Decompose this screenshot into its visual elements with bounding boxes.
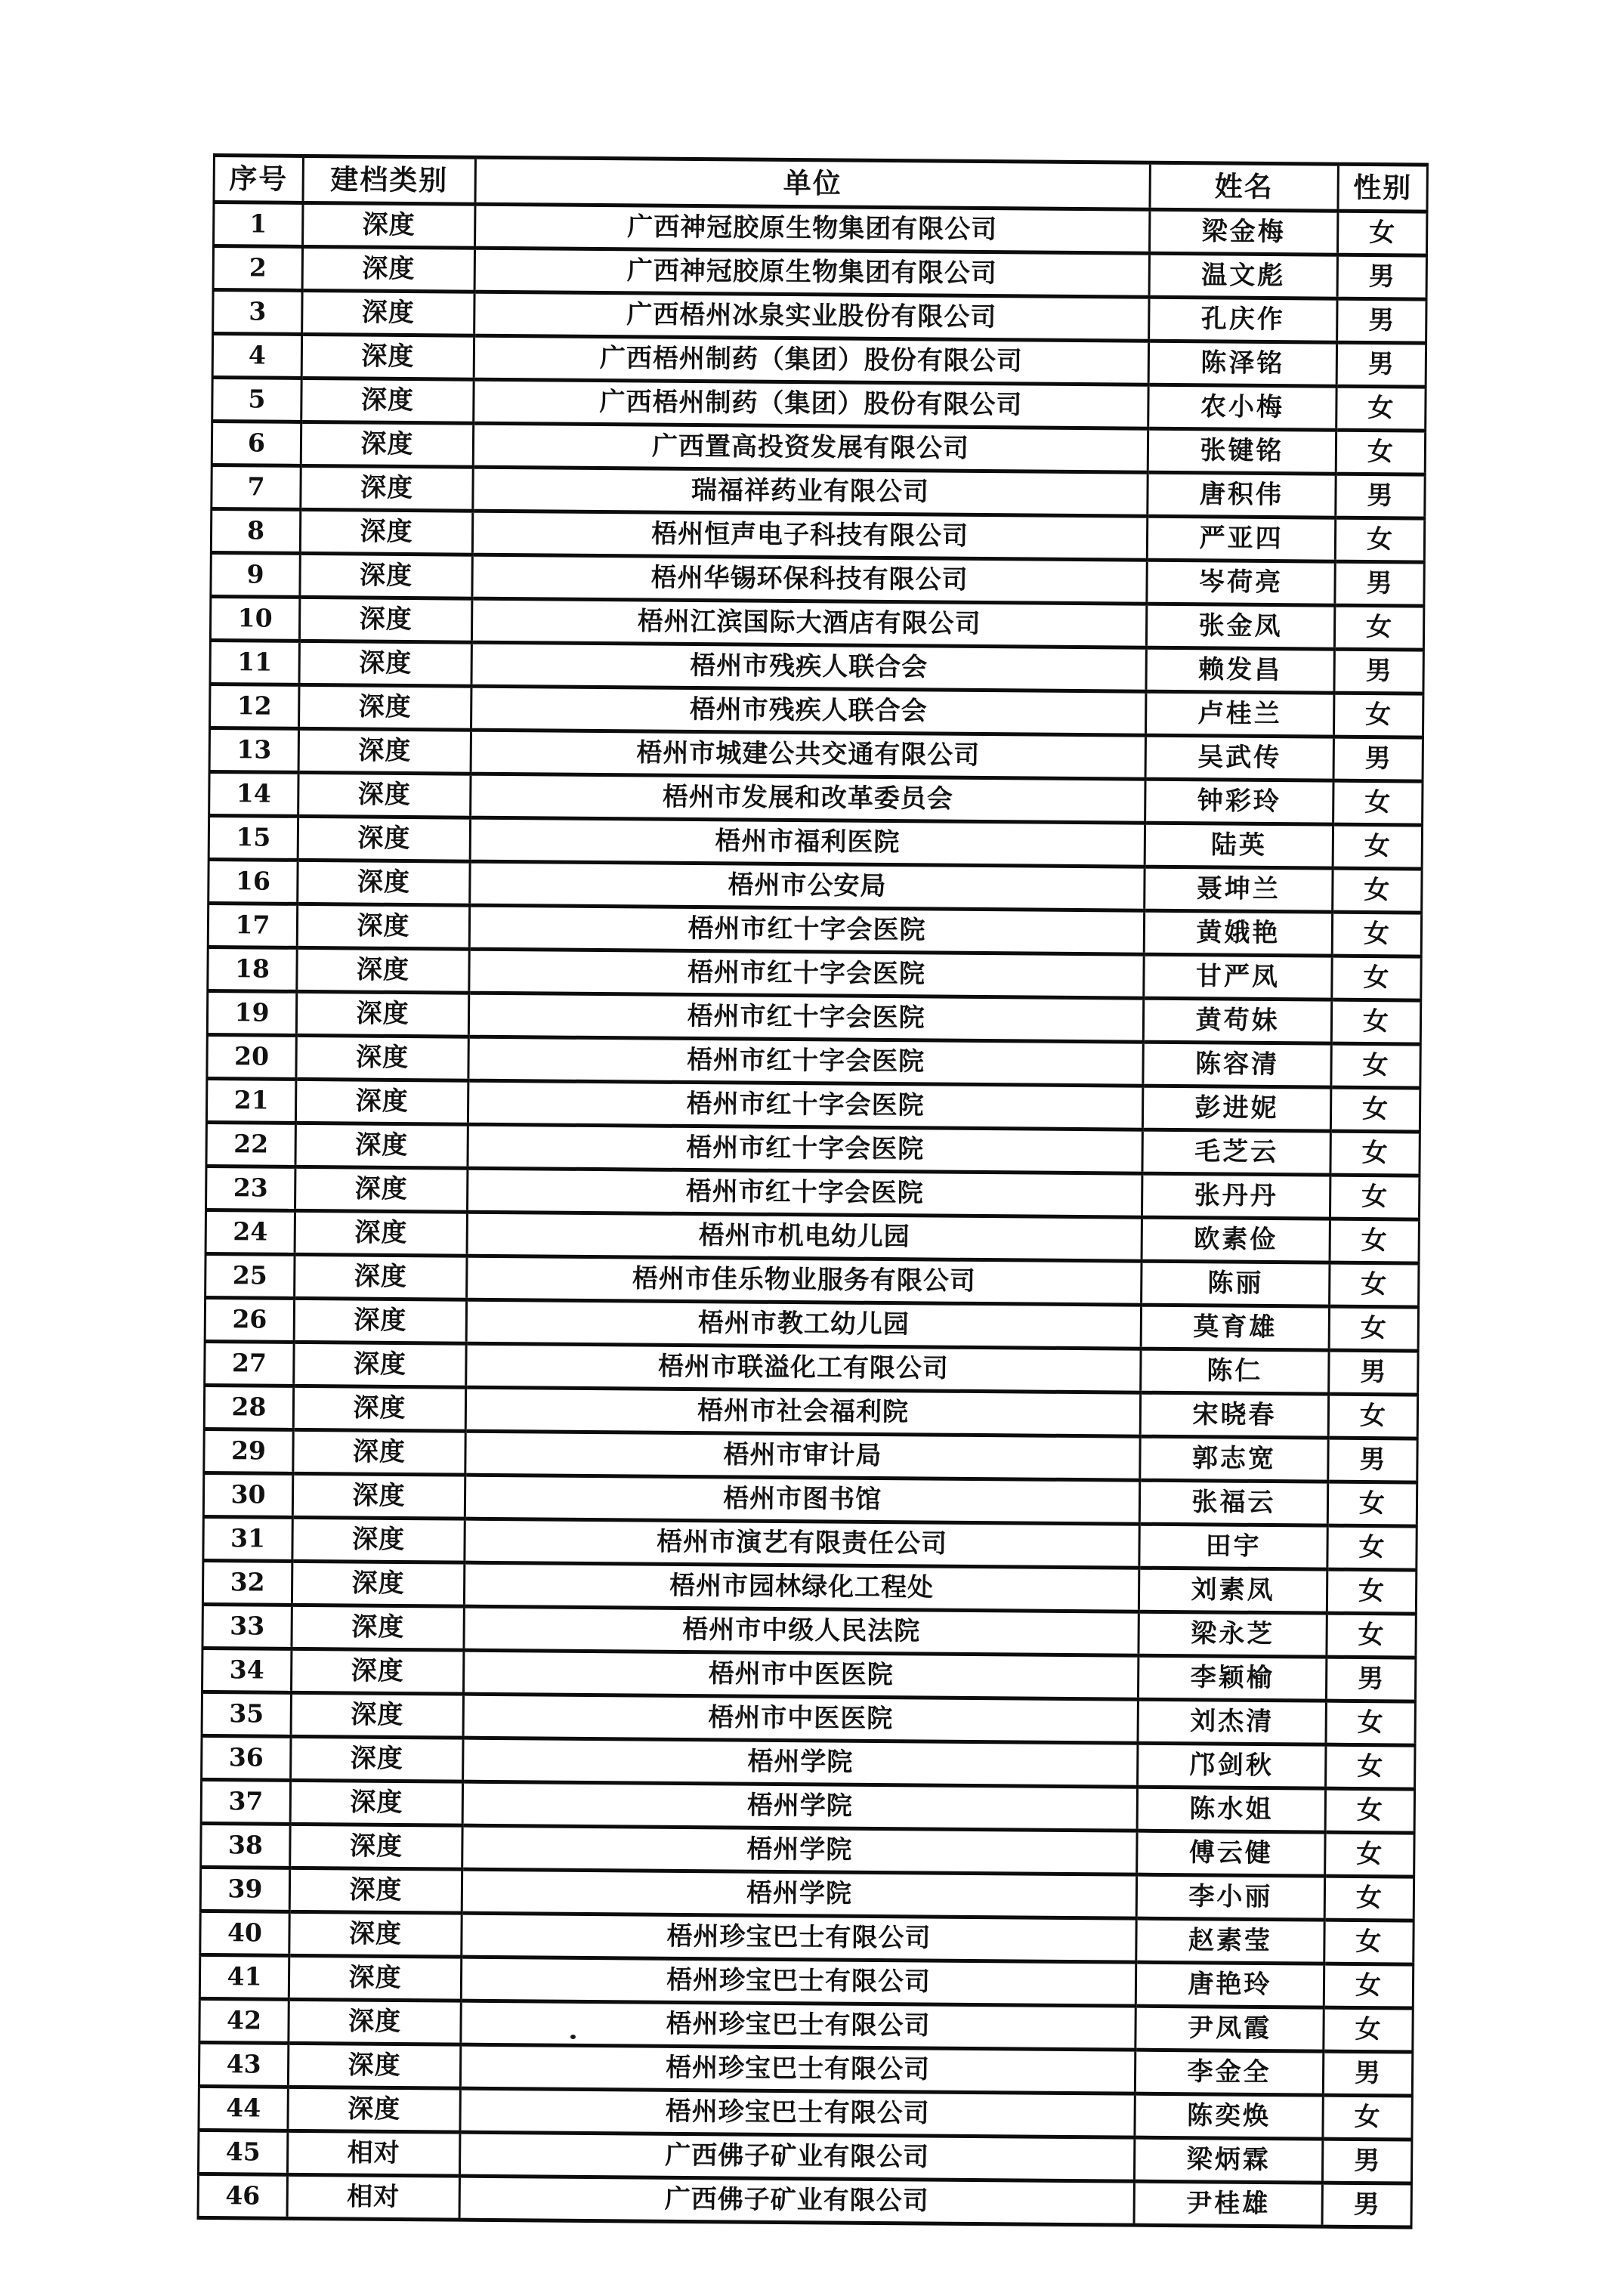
cell-name: 毛芝云	[1142, 1129, 1330, 1175]
cell-gender: 男	[1337, 298, 1426, 343]
cell-filing-category: 深度	[296, 1035, 468, 1080]
cell-gender: 女	[1324, 1920, 1414, 1964]
cell-unit: 广西梧州制药（集团）股份有限公司	[474, 379, 1148, 428]
cell-unit: 梧州恒声电子科技有限公司	[472, 511, 1147, 560]
cell-unit: 广西梧州制药（集团）股份有限公司	[474, 335, 1148, 385]
cell-serial-number: 30	[203, 1472, 292, 1517]
cell-serial-number: 42	[199, 1998, 289, 2043]
cell-unit: 广西佛子矿业有限公司	[459, 2132, 1134, 2181]
cell-filing-category: 深度	[299, 641, 471, 686]
cell-unit: 梧州市红十字会医院	[468, 1080, 1142, 1129]
cell-filing-category: 深度	[302, 246, 474, 292]
cell-gender: 男	[1329, 1350, 1418, 1395]
cell-filing-category: 深度	[291, 1736, 463, 1781]
cell-name: 陈仁	[1141, 1349, 1329, 1394]
cell-serial-number: 29	[204, 1429, 293, 1473]
cell-name: 甘严凤	[1144, 954, 1332, 1000]
cell-unit: 梧州市城建公共交通有限公司	[471, 730, 1145, 779]
cell-unit: 梧州市图书馆	[465, 1475, 1139, 1524]
cell-filing-category: 深度	[300, 553, 472, 598]
cell-name: 陈泽铭	[1148, 341, 1336, 386]
cell-unit: 梧州市红十字会医院	[469, 905, 1144, 954]
cell-filing-category: 深度	[299, 597, 471, 642]
cell-name: 钟彩玲	[1145, 779, 1333, 824]
cell-serial-number: 3	[213, 290, 302, 335]
cell-filing-category: 深度	[292, 1561, 464, 1606]
cell-serial-number: 1	[214, 202, 303, 247]
cell-filing-category: 深度	[292, 1649, 464, 1694]
cell-unit: 梧州市教工幼儿园	[466, 1299, 1141, 1349]
cell-name: 梁永芝	[1139, 1612, 1327, 1657]
cell-filing-category: 深度	[289, 1955, 461, 2001]
cell-serial-number: 32	[202, 1560, 292, 1605]
cell-gender: 女	[1329, 1306, 1418, 1351]
cell-gender: 女	[1333, 780, 1423, 825]
cell-filing-category: 深度	[292, 1517, 465, 1562]
cell-serial-number: 15	[209, 815, 298, 860]
scan-artifact-dot	[570, 2035, 576, 2039]
cell-filing-category: 深度	[295, 1123, 468, 1168]
cell-serial-number: 8	[211, 508, 300, 553]
cell-gender: 女	[1335, 518, 1424, 562]
cell-serial-number: 11	[210, 640, 299, 684]
cell-serial-number: 36	[202, 1735, 291, 1780]
cell-filing-category: 深度	[295, 1079, 468, 1124]
table-body	[198, 202, 1427, 2228]
cell-filing-category: 深度	[290, 1824, 462, 1869]
cell-gender: 男	[1326, 1657, 1415, 1701]
cell-name: 陈容清	[1143, 1042, 1331, 1087]
cell-gender: 女	[1326, 1744, 1415, 1789]
cell-gender: 女	[1330, 1087, 1420, 1132]
cell-gender: 女	[1336, 386, 1426, 431]
cell-gender: 男	[1336, 474, 1425, 518]
cell-filing-category: 深度	[297, 947, 469, 993]
cell-unit: 梧州市中医医院	[463, 1650, 1138, 1699]
cell-unit: 梧州江滨国际大酒店有限公司	[471, 598, 1146, 647]
personnel-roster-table	[197, 153, 1429, 2230]
cell-gender: 女	[1333, 693, 1423, 737]
cell-filing-category: 深度	[302, 290, 474, 335]
cell-unit: 梧州珍宝巴士有限公司	[461, 1957, 1136, 2006]
cell-gender: 女	[1326, 1701, 1415, 1745]
cell-gender: 女	[1327, 1482, 1417, 1526]
cell-filing-category: 深度	[303, 202, 475, 248]
cell-name: 李颖榆	[1138, 1655, 1326, 1701]
cell-name: 欧素俭	[1142, 1217, 1330, 1262]
cell-gender: 女	[1327, 1569, 1416, 1614]
cell-serial-number: 13	[209, 728, 298, 772]
cell-serial-number: 14	[209, 771, 298, 816]
cell-gender: 女	[1337, 211, 1426, 255]
cell-unit: 梧州市联溢化工有限公司	[466, 1343, 1141, 1392]
cell-name: 张金凤	[1146, 604, 1334, 649]
cell-serial-number: 43	[199, 2042, 288, 2087]
cell-name: 唐艳玲	[1136, 1962, 1324, 2007]
cell-serial-number: 23	[206, 1166, 295, 1210]
cell-filing-category: 深度	[297, 904, 469, 949]
cell-name: 郭志宽	[1140, 1436, 1328, 1482]
cell-serial-number: 20	[207, 1034, 296, 1079]
cell-gender: 女	[1336, 430, 1425, 474]
cell-unit: 梧州市园林绿化工程处	[464, 1562, 1139, 1612]
cell-serial-number: 26	[205, 1297, 294, 1342]
cell-unit: 梧州市审计局	[465, 1431, 1140, 1480]
cell-serial-number: 31	[203, 1516, 292, 1561]
cell-filing-category: 深度	[290, 1780, 462, 1825]
cell-name: 莫育雄	[1141, 1305, 1329, 1350]
cell-gender: 男	[1322, 2183, 1411, 2227]
cell-name: 梁炳霖	[1134, 2137, 1322, 2183]
cell-serial-number: 22	[206, 1122, 295, 1167]
cell-unit: 梧州珍宝巴士有限公司	[460, 2088, 1135, 2137]
cell-unit: 梧州市红十字会医院	[468, 1037, 1143, 1086]
cell-gender: 男	[1322, 2139, 1411, 2183]
cell-unit: 梧州学院	[462, 1869, 1136, 1918]
cell-serial-number: 9	[211, 552, 300, 597]
cell-serial-number: 21	[206, 1078, 295, 1123]
cell-gender: 女	[1330, 1131, 1420, 1176]
cell-gender: 女	[1334, 605, 1423, 650]
cell-name: 赵素莹	[1136, 1918, 1324, 1964]
cell-serial-number: 2	[213, 246, 302, 291]
cell-unit: 梧州市佳乐物业服务有限公司	[467, 1256, 1142, 1305]
cell-gender: 男	[1328, 1438, 1417, 1482]
cell-unit: 梧州市公安局	[470, 861, 1145, 910]
cell-serial-number: 19	[207, 990, 296, 1035]
cell-filing-category: 深度	[301, 378, 474, 423]
cell-serial-number: 46	[198, 2174, 287, 2218]
cell-gender: 女	[1327, 1613, 1416, 1658]
cell-filing-category: 深度	[292, 1605, 464, 1650]
cell-gender: 男	[1323, 2051, 1412, 2096]
cell-filing-category: 深度	[291, 1692, 463, 1738]
cell-name: 梁金梅	[1149, 209, 1337, 255]
cell-unit: 梧州学院	[462, 1781, 1137, 1831]
cell-unit: 梧州市残疾人联合会	[471, 686, 1146, 735]
cell-serial-number: 34	[202, 1648, 292, 1692]
cell-name: 陈水姐	[1137, 1787, 1325, 1832]
cell-filing-category: 相对	[287, 2131, 459, 2176]
cell-serial-number: 7	[212, 465, 301, 509]
cell-gender: 男	[1335, 561, 1424, 606]
cell-unit: 梧州市红十字会医院	[468, 993, 1143, 1042]
cell-name: 宋晓春	[1140, 1392, 1328, 1438]
cell-filing-category: 深度	[296, 991, 468, 1037]
cell-filing-category: 深度	[298, 860, 470, 905]
cell-name: 陈丽	[1142, 1261, 1330, 1306]
cell-filing-category: 深度	[298, 772, 471, 817]
cell-unit: 梧州市社会福利院	[465, 1387, 1140, 1436]
cell-gender: 女	[1323, 2095, 1412, 2140]
cell-filing-category: 深度	[292, 1473, 465, 1519]
cell-name: 李小丽	[1136, 1874, 1324, 1920]
cell-unit: 瑞福祥药业有限公司	[473, 467, 1148, 516]
cell-serial-number: 40	[200, 1911, 289, 1955]
cell-name: 尹桂雄	[1134, 2181, 1322, 2226]
cell-serial-number: 6	[212, 422, 301, 466]
cell-serial-number: 44	[199, 2086, 288, 2131]
cell-serial-number: 33	[202, 1604, 292, 1649]
cell-filing-category: 深度	[301, 334, 474, 379]
cell-gender: 女	[1331, 1043, 1420, 1088]
cell-filing-category: 深度	[289, 1911, 462, 1957]
cell-serial-number: 41	[199, 1955, 289, 1999]
cell-unit: 梧州市红十字会医院	[468, 1124, 1142, 1173]
cell-serial-number: 5	[212, 378, 301, 422]
cell-unit: 梧州学院	[463, 1738, 1138, 1787]
cell-gender: 女	[1330, 1262, 1419, 1307]
cell-unit: 梧州市机电幼儿园	[467, 1212, 1142, 1261]
cell-name: 陈奕焕	[1135, 2094, 1323, 2139]
cell-filing-category: 深度	[295, 1210, 467, 1256]
cell-name: 陆英	[1145, 823, 1333, 868]
cell-filing-category: 深度	[294, 1298, 466, 1343]
cell-filing-category: 深度	[293, 1386, 465, 1431]
cell-gender: 女	[1330, 1219, 1419, 1263]
cell-filing-category: 深度	[299, 684, 471, 730]
cell-unit: 梧州珍宝巴士有限公司	[460, 2044, 1135, 2094]
cell-filing-category: 深度	[289, 1999, 461, 2044]
cell-unit: 广西神冠胶原生物集团有限公司	[474, 248, 1149, 297]
cell-filing-category: 深度	[294, 1342, 466, 1387]
cell-serial-number: 35	[202, 1692, 291, 1736]
cell-serial-number: 25	[205, 1253, 295, 1298]
cell-name: 傅云健	[1137, 1831, 1325, 1876]
cell-unit: 梧州市红十字会医院	[468, 1168, 1142, 1217]
cell-gender: 女	[1332, 912, 1421, 956]
cell-unit: 梧州市福利医院	[470, 817, 1145, 867]
cell-filing-category: 深度	[289, 1868, 462, 1913]
cell-gender: 女	[1331, 1000, 1420, 1044]
cell-serial-number: 28	[204, 1385, 293, 1429]
cell-name: 尹凤霞	[1136, 2006, 1324, 2051]
cell-gender: 女	[1333, 824, 1422, 869]
cell-serial-number: 24	[205, 1210, 295, 1254]
cell-filing-category: 深度	[301, 422, 473, 467]
header-unit: 单位	[475, 157, 1150, 209]
cell-name: 刘素凤	[1139, 1568, 1327, 1613]
cell-unit: 梧州珍宝巴士有限公司	[461, 2001, 1136, 2050]
cell-filing-category: 深度	[288, 2043, 460, 2088]
cell-unit: 梧州学院	[462, 1825, 1137, 1874]
cell-name: 岑荷亮	[1147, 560, 1335, 605]
cell-name: 吴武传	[1145, 735, 1333, 780]
cell-name: 田宇	[1139, 1524, 1327, 1569]
cell-filing-category: 深度	[295, 1167, 468, 1212]
cell-name: 农小梅	[1148, 385, 1336, 430]
cell-unit: 广西梧州冰泉实业股份有限公司	[474, 292, 1149, 341]
cell-name: 严亚四	[1147, 516, 1335, 561]
cell-filing-category: 深度	[298, 816, 470, 861]
header-serial-number: 序号	[214, 156, 303, 203]
cell-name: 邝剑秋	[1138, 1743, 1326, 1788]
cell-gender: 女	[1324, 1876, 1414, 1921]
cell-name: 温文彪	[1149, 253, 1337, 298]
cell-unit: 梧州市演艺有限责任公司	[465, 1519, 1139, 1568]
cell-serial-number: 27	[205, 1341, 294, 1386]
cell-serial-number: 10	[210, 596, 299, 641]
cell-name: 张键铭	[1148, 428, 1336, 474]
cell-gender: 男	[1334, 649, 1423, 694]
cell-unit: 梧州市中级人民法院	[464, 1606, 1139, 1655]
cell-name: 彭进妮	[1142, 1086, 1330, 1131]
cell-name: 孔庆作	[1149, 297, 1337, 342]
cell-unit: 梧州市残疾人联合会	[471, 642, 1146, 691]
cell-gender: 女	[1332, 956, 1421, 1000]
cell-gender: 女	[1330, 1175, 1419, 1219]
cell-name: 刘杰清	[1138, 1699, 1326, 1744]
cell-gender: 女	[1324, 1964, 1413, 2008]
cell-gender: 女	[1328, 1394, 1417, 1438]
cell-name: 赖发昌	[1146, 647, 1334, 693]
cell-filing-category: 深度	[295, 1254, 467, 1299]
table-row	[198, 2174, 1411, 2227]
cell-unit: 梧州市红十字会医院	[469, 949, 1144, 998]
cell-gender: 男	[1337, 255, 1426, 299]
cell-gender: 女	[1325, 1788, 1414, 1833]
header-gender: 性别	[1338, 164, 1427, 212]
cell-serial-number: 39	[200, 1867, 289, 1911]
cell-gender: 男	[1333, 737, 1423, 781]
header-name: 姓名	[1150, 162, 1338, 211]
cell-name: 卢桂兰	[1145, 691, 1333, 737]
cell-gender: 女	[1333, 868, 1422, 913]
cell-filing-category: 深度	[300, 509, 472, 555]
cell-serial-number: 18	[208, 947, 297, 991]
cell-serial-number: 17	[208, 903, 297, 947]
cell-gender: 女	[1327, 1525, 1417, 1570]
cell-name: 李金全	[1135, 2050, 1323, 2095]
cell-name: 黄娥艳	[1144, 910, 1332, 956]
cell-filing-category: 深度	[301, 465, 473, 511]
cell-name: 黄苟妹	[1143, 998, 1331, 1043]
cell-name: 张丹丹	[1142, 1173, 1330, 1219]
cell-name: 聂坤兰	[1145, 867, 1333, 912]
cell-serial-number: 12	[210, 684, 299, 728]
cell-filing-category: 相对	[287, 2174, 459, 2220]
cell-name: 唐积伟	[1148, 472, 1336, 518]
cell-gender: 男	[1336, 342, 1426, 387]
cell-filing-category: 深度	[298, 728, 471, 774]
cell-gender: 女	[1324, 2007, 1413, 2052]
cell-filing-category: 深度	[288, 2087, 460, 2132]
cell-serial-number: 38	[201, 1823, 290, 1868]
cell-unit: 广西置高投资发展有限公司	[473, 423, 1148, 472]
cell-unit: 广西神冠胶原生物集团有限公司	[475, 204, 1150, 253]
cell-unit: 广西佛子矿业有限公司	[459, 2176, 1134, 2225]
cell-gender: 女	[1325, 1832, 1414, 1877]
cell-unit: 梧州市中医医院	[463, 1694, 1138, 1743]
cell-name: 张福云	[1139, 1480, 1327, 1525]
cell-filing-category: 深度	[293, 1429, 465, 1475]
cell-serial-number: 4	[212, 334, 301, 379]
cell-serial-number: 16	[209, 859, 298, 904]
cell-serial-number: 37	[201, 1779, 290, 1824]
cell-unit: 梧州华锡环保科技有限公司	[472, 555, 1147, 604]
cell-unit: 梧州市发展和改革委员会	[471, 774, 1145, 823]
header-filing-category: 建档类别	[303, 156, 475, 204]
cell-unit: 梧州珍宝巴士有限公司	[462, 1913, 1136, 1962]
cell-serial-number: 45	[198, 2130, 287, 2174]
